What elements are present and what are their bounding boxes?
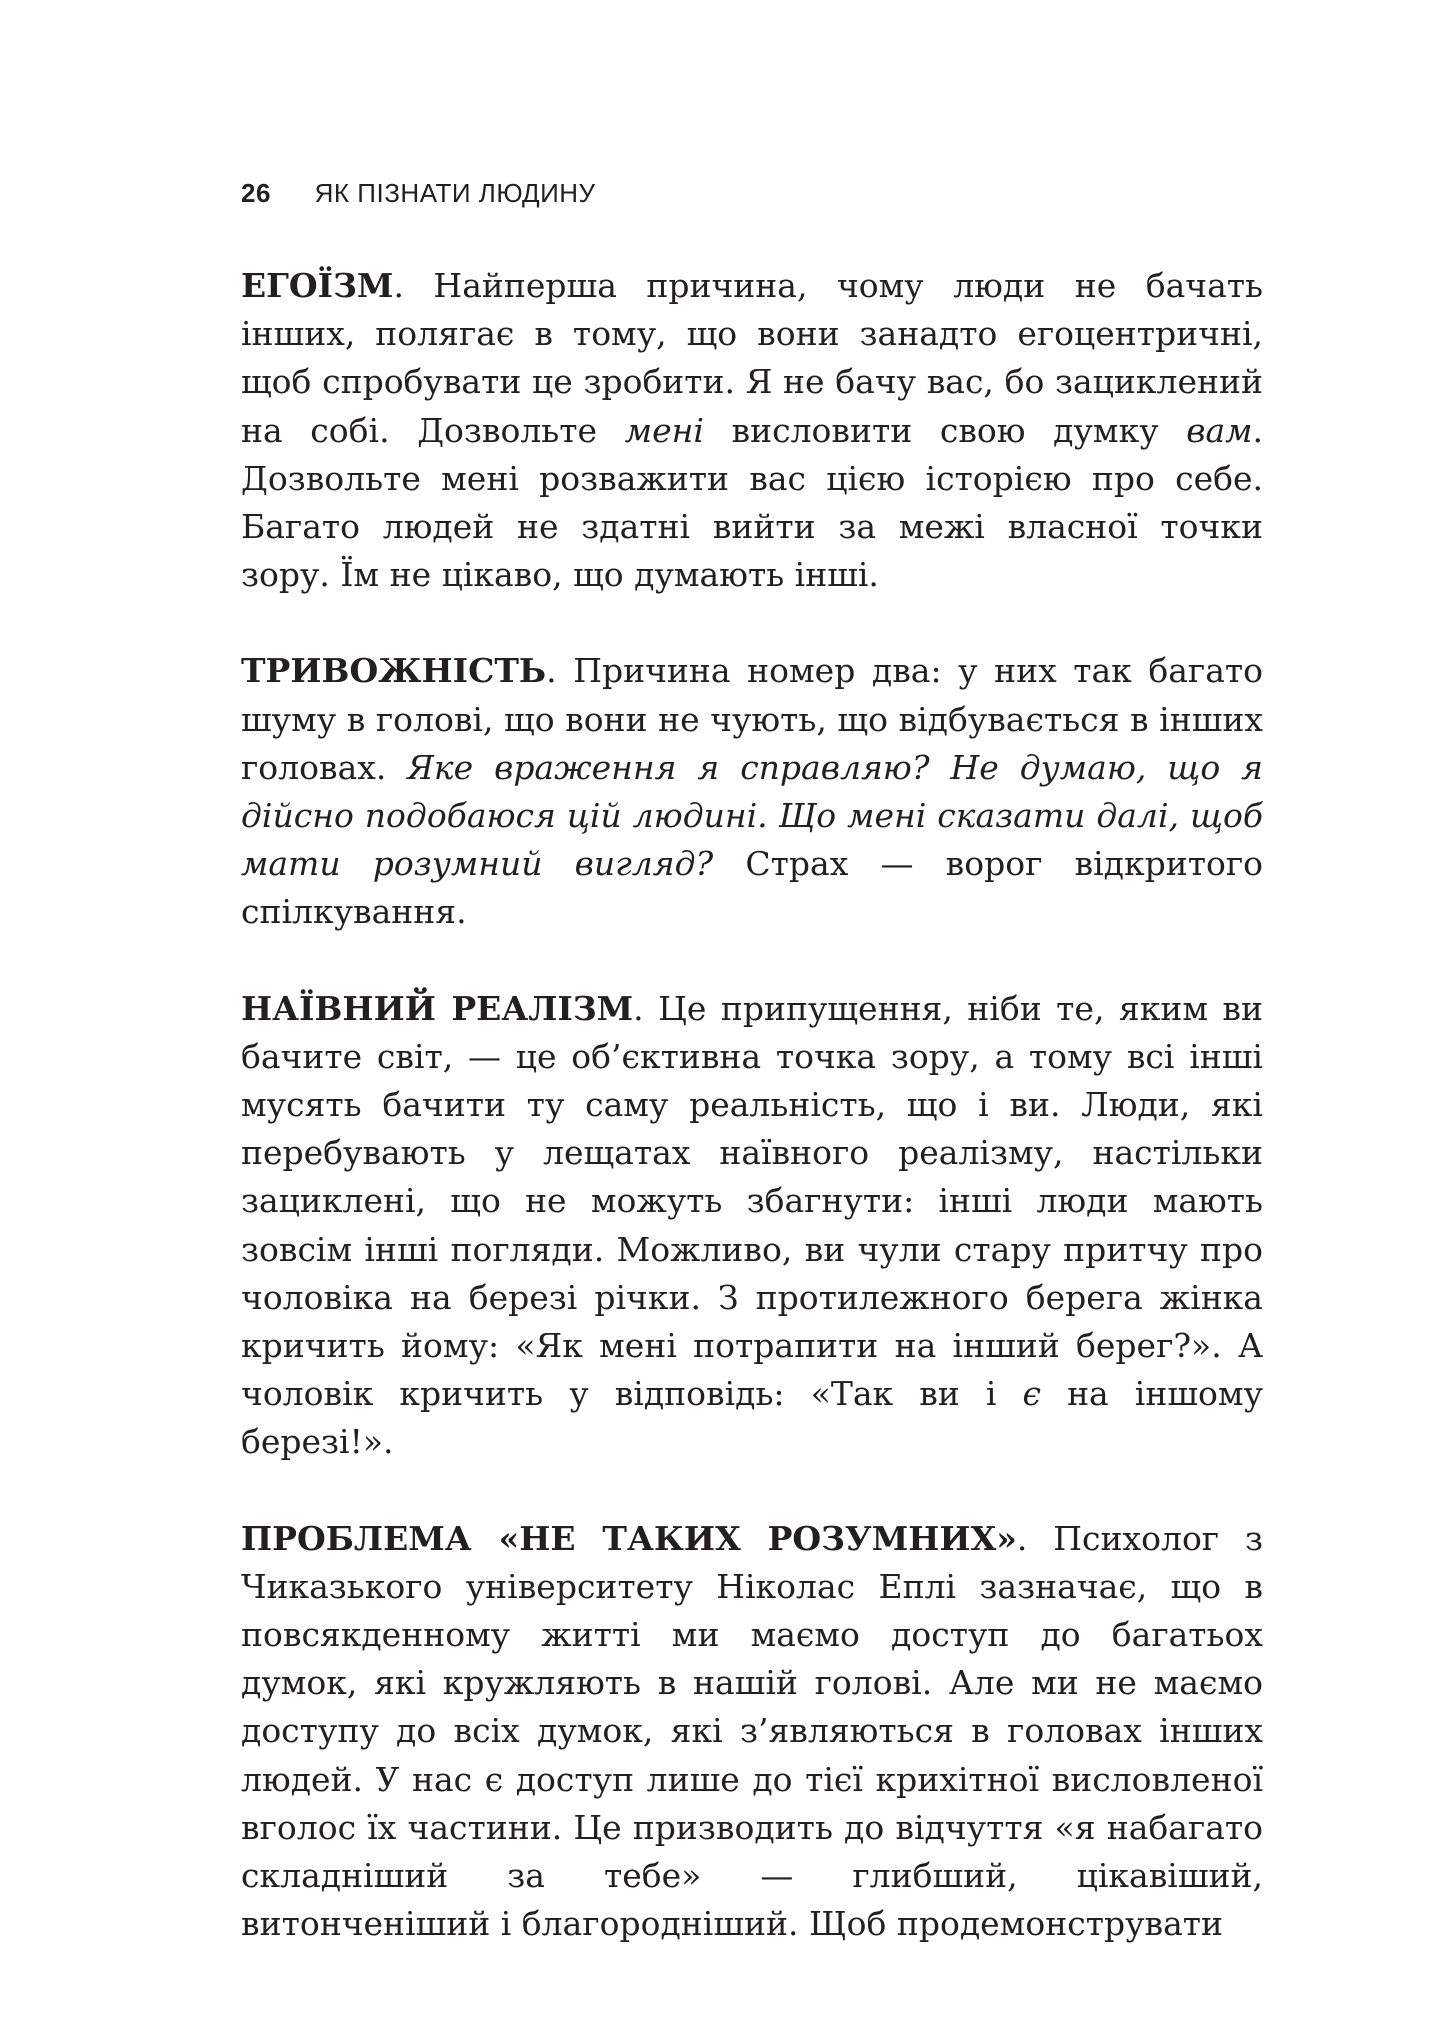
book-title: ЯК ПІЗНАТИ ЛЮДИНУ — [314, 178, 596, 208]
italic-segment: Яке враження я справляю? Не думаю, що я дійсно подобаюся цій людині. Що мені сказати далі, щоб мати розумний вигляд? — [241, 747, 1263, 884]
paragraph-lead-in: ПРОБЛЕМА «НЕ ТАКИХ РОЗУМНИХ» — [241, 1518, 1017, 1558]
running-head — [241, 178, 596, 209]
italic-segment: вам — [1186, 410, 1253, 450]
paragraph-lead-in: НАЇВНИЙ РЕАЛІЗМ — [241, 988, 634, 1028]
paragraph-naive-realism — [241, 985, 1263, 1467]
text-segment: . Причина номер два: у них так багато шуму в голові, що вони не чують, що відбувається в інших головах. — [241, 651, 1263, 787]
paragraph-lead-in: ЕГОЇЗМ — [241, 266, 394, 305]
text-segment: Страх — ворог відкритого спілкування. — [241, 844, 1263, 932]
body-text — [241, 262, 1263, 1949]
italic-segment: є — [1022, 1374, 1041, 1414]
text-segment: . Дозвольте мені розважити вас цією історією про себе. Багато людей не здатні вийти за межі власної точки зору. Їм не цікаво, що думають інші. — [241, 410, 1263, 595]
paragraph-lesser-minds — [241, 1515, 1263, 1949]
paragraph-anxiety — [241, 647, 1263, 936]
text-segment: . Це припущення, ніби те, яким ви бачите світ, — це об’єктивна точка зору, а тому всі інші мусять бачити ту саму реальність, що і ви. Люди, які перебувають у лещатах наївного реалізму, настільки зациклені, що не можуть збагнути: інші люди мають зовсім інші погляди. Можливо, ви чули стару притчу про чоловіка на березі річки. З протилежного берега жінка кричить йому: «Як мені потрапити на інший берег?». А чоловік кричить у відповідь: «Так ви і — [241, 988, 1263, 1414]
text-segment: на іншому березі!». — [241, 1374, 1263, 1462]
italic-segment: мені — [624, 410, 704, 450]
text-segment: . Психолог з Чиказького університету Ніколас Еплі зазначає, що в повсякденному житті ми маємо доступ до багатьох думок, які кружляють в нашій голові. Але ми не маємо доступу до всіх думок, які з’являються в головах інших людей. У нас є доступ лише до тієї крихітної висловленої вголос їх частини. Це призводить до відчуття «я набагато складніший за тебе» — глибший, цікавіший, витонченіший і благородніший. Щоб продемонструвати — [241, 1518, 1264, 1944]
paragraph-lead-in: ТРИВОЖНІСТЬ — [241, 651, 547, 691]
text-segment: висловити свою думку — [703, 410, 1187, 450]
paragraph-egoism — [241, 262, 1263, 599]
page-number: 26 — [241, 178, 271, 208]
text-segment: . Найперша причина, чому люди не бачать інших, полягає в тому, що вони занадто егоцентричні, щоб спробувати це зробити. Я не бачу вас, бо зациклений на собі. Дозвольте — [241, 266, 1263, 450]
